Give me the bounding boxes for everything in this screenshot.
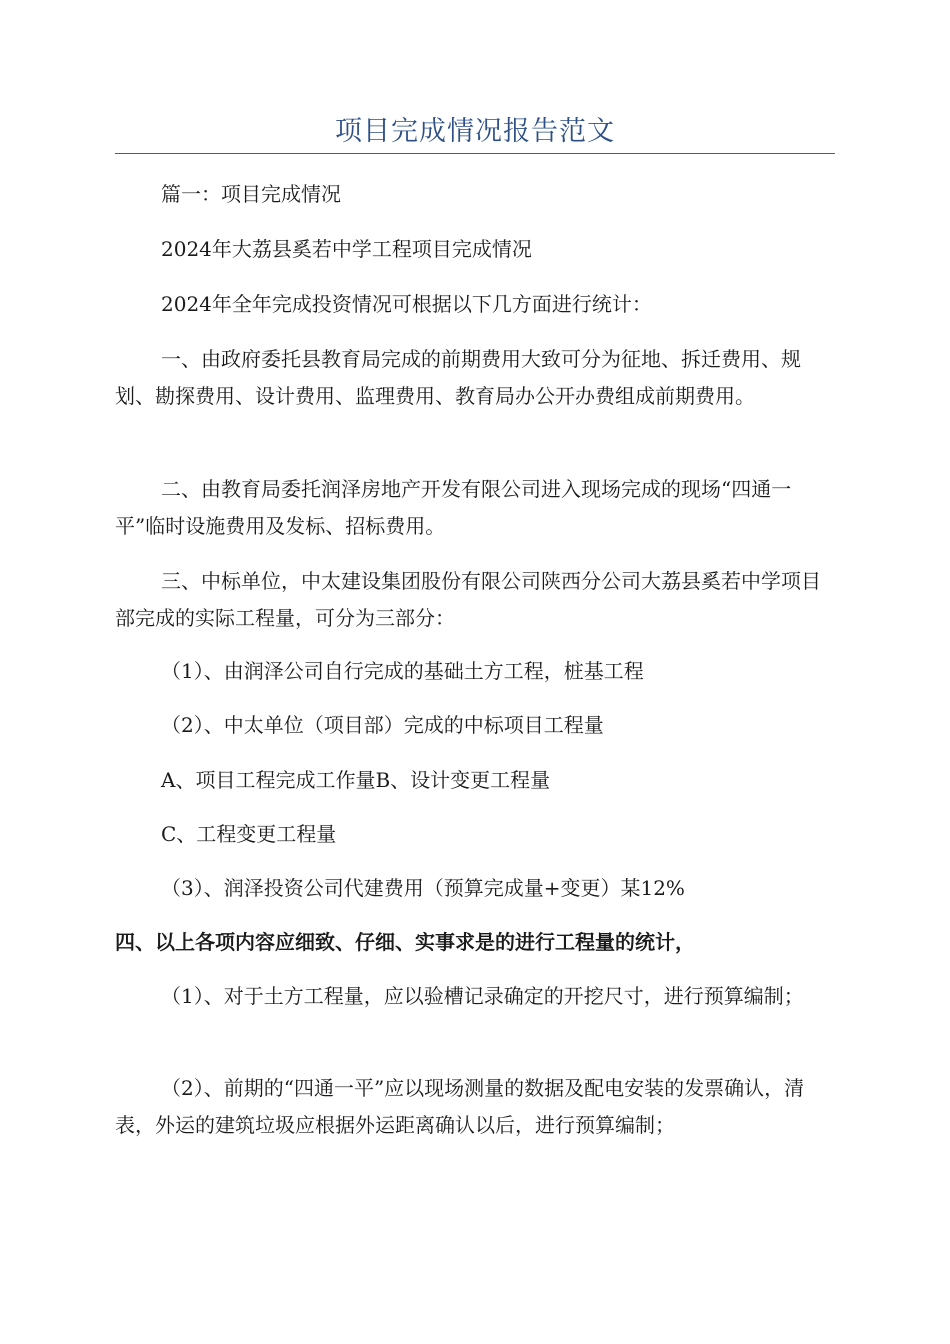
paragraph-item-four: 四、以上各项内容应细致、仔细、实事求是的进行工程量的统计， [115, 930, 695, 954]
paragraph-sub-3: （3）、润泽投资公司代建费用（预算完成量+变更）某12% [161, 876, 685, 900]
paragraph-item-three: 三、中标单位，中太建设集团股份有限公司陕西分公司大荔县奚若中学项目部完成的实际工程量，可分为三部分： [115, 569, 821, 630]
title-underline [115, 153, 835, 154]
document-title: 项目完成情况报告范文 [335, 116, 615, 147]
paragraph-project-subtitle: 2024年大荔县奚若中学工程项目完成情况 [161, 237, 532, 261]
paragraph-four-sub-1: （1）、对于土方工程量，应以验槽记录确定的开挖尺寸，进行预算编制； [161, 984, 804, 1008]
paragraph-investment-intro: 2024年全年完成投资情况可根据以下几方面进行统计： [161, 292, 652, 316]
paragraph-sub-2: （2）、中太单位（项目部）完成的中标项目工程量 [161, 713, 604, 737]
paragraph-item-one: 一、由政府委托县教育局完成的前期费用大致可分为征地、拆迁费用、规划、勘探费用、设计费用、监理费用、教育局办公开办费组成前期费用。 [115, 347, 801, 408]
paragraph-item-two: 二、由教育局委托润泽房地产开发有限公司进入现场完成的现场“四通一平”临时设施费用及发标、招标费用。 [115, 477, 792, 538]
paragraph-sub-1: （1）、由润泽公司自行完成的基础土方工程，桩基工程 [161, 659, 644, 683]
paragraph-sub-c: C、工程变更工程量 [161, 822, 337, 846]
paragraph-four-sub-2: （2）、前期的“四通一平”应以现场测量的数据及配电安装的发票确认，清表，外运的建筑垃圾应根据外运距离确认以后，进行预算编制； [115, 1076, 805, 1137]
paragraph-heading-part-one: 篇一：项目完成情况 [161, 182, 341, 206]
paragraph-sub-a-b: A、项目工程完成工作量B、设计变更工程量 [161, 768, 551, 792]
